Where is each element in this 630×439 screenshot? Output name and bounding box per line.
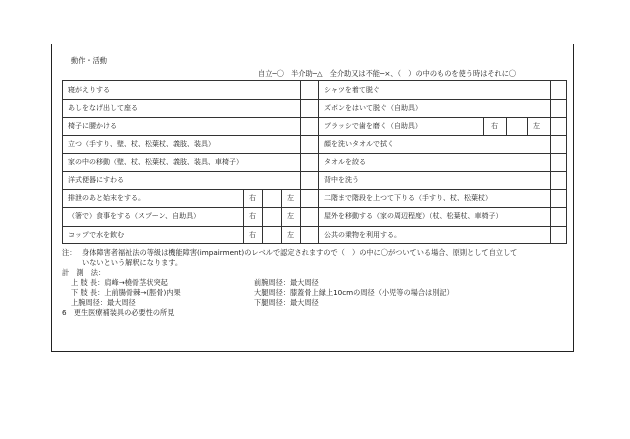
left-item-label: あしをなげ出して座る [68, 104, 138, 112]
section-6-title: 6 更生医療補装具の必要性の所見 [62, 308, 175, 317]
right-hand-label: 右 [249, 231, 256, 239]
measure-upper-limb-length: 上 肢 長：肩峰→橈骨茎状突起 [71, 278, 168, 287]
note-line-2: いないという解釈になります。 [82, 258, 183, 267]
method-title: 計 測 法： [62, 268, 106, 277]
left-item-label: コップで水を飲む [68, 231, 125, 239]
right-hand-label: 右 [249, 194, 256, 202]
left-hand-label: 左 [533, 122, 540, 130]
left-item-label: 洋式便器にすわる [68, 176, 124, 184]
measure-forearm-circumference: 前腕周径：最大周径 [254, 278, 319, 287]
right-item-label: ブラッシで歯を磨く（自助具） [324, 122, 422, 130]
left-item-label: 椅子に腰かける [68, 122, 117, 130]
left-item-label: 家の中の移動（壁、杖、松葉杖、義肢、装具、車椅子） [68, 158, 243, 166]
section-title: 動作・活動 [71, 56, 107, 65]
left-item-label: 立つ（手すり、壁、杖、松葉杖、義肢、装具） [68, 140, 215, 148]
right-item-label: 公共の乗物を利用する。 [324, 231, 401, 239]
right-item-label: 屋外を移動する（家の周辺程度）（杖、松葉杖、車椅子） [324, 212, 503, 220]
activity-table [62, 80, 567, 244]
right-item-label: タオルを絞る [324, 158, 366, 166]
left-item-label: 排泄のあと始末をする。 [68, 194, 145, 202]
right-item-label: 二階まで階段を上つて下りる（手すり、杖、松葉杖） [324, 194, 492, 202]
note-line-1: 身体障害者福祉法の等級は機能障害(impairment)のレベルで認定されますので（ ）の中に〇がついている場合、原則として自立して [82, 248, 518, 257]
left-item-label: （箸で）食事をする（スプーン、自助具） [68, 212, 201, 220]
right-item-label: 背中を洗う [324, 176, 359, 184]
right-hand-label: 右 [249, 212, 256, 220]
note-label: 注： [62, 248, 77, 257]
left-item-label: 寝がえりする [68, 86, 110, 94]
right-item-label: シャツを着て脱ぐ [324, 86, 380, 94]
legend-text: 自立─〇 半介助─△ 全介助又は不能─×、（ ）の中のものを使う時はそれに〇 [258, 69, 517, 78]
left-hand-label: 左 [287, 194, 294, 202]
measure-thigh-circumference: 大腿周径：膝蓋骨上縁上10cmの周径（小児等の場合は別記） [254, 288, 454, 297]
right-item-label: 顔を洗いタオルで拭く [324, 140, 394, 148]
left-hand-label: 左 [287, 231, 294, 239]
measure-upper-arm-circumference: 上腕周径：最大周径 [71, 298, 136, 307]
left-hand-label: 左 [287, 212, 294, 220]
right-hand-label: 右 [491, 122, 498, 130]
measure-calf-circumference: 下腿周径：最大周径 [254, 298, 319, 307]
measure-lower-limb-length: 下 肢 長：上前腸骨棘→(脛骨)内果 [71, 288, 181, 297]
right-item-label: ズボンをはいて脱ぐ（自助具） [324, 104, 422, 112]
